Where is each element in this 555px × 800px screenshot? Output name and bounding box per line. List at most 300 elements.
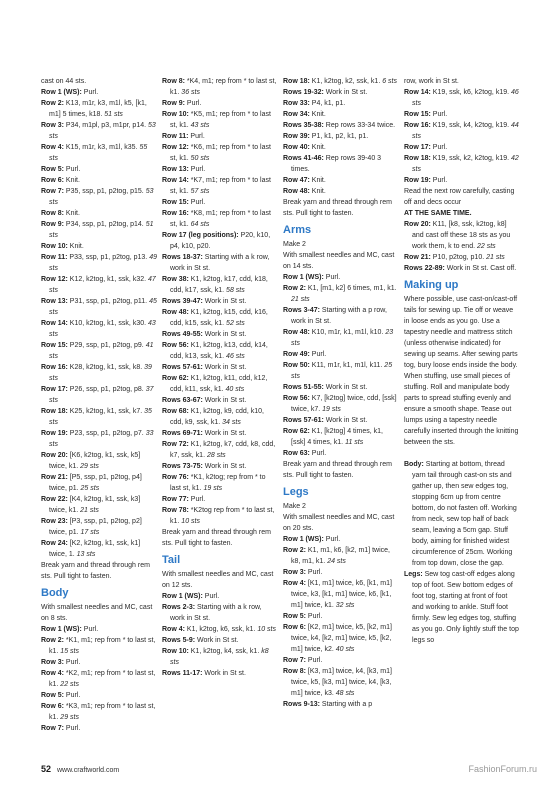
row-text: P20, k10, p4, k10, p20.	[170, 232, 271, 250]
row-label: Row 56:	[162, 342, 189, 349]
row-label: Row 1 (WS):	[162, 593, 203, 600]
stitch-count: 25 sts	[80, 485, 100, 492]
row-label: Row 48:	[283, 329, 310, 336]
instruction-row	[162, 395, 278, 406]
instruction-row	[41, 274, 157, 296]
row-label: Row 15:	[41, 342, 68, 349]
instruction-row	[283, 305, 399, 327]
instruction-row	[162, 624, 278, 635]
row-label: Row 3:	[41, 122, 64, 129]
stitch-count: 50 sts	[190, 155, 210, 162]
stitch-count: 46 sts	[412, 89, 519, 107]
row-text: [K2, k2tog, k1, ssk, k1] twice, 1.	[49, 540, 141, 558]
instruction-row	[283, 699, 399, 710]
paragraph: Break yarn and thread through rem sts. Pull tight to fasten.	[283, 199, 392, 217]
stitch-count: 51 sts	[49, 221, 154, 239]
column-4	[404, 76, 520, 646]
instruction-row	[41, 624, 157, 635]
section-heading: Legs	[283, 486, 309, 498]
column-1	[41, 76, 157, 734]
row-text: Work in St st.	[202, 364, 247, 371]
instruction-row	[41, 657, 157, 668]
row-label: Row 24:	[41, 540, 68, 547]
row-label: Rows 3-47:	[283, 307, 320, 314]
row-label: Row 7:	[41, 725, 64, 732]
row-label: Row 5:	[41, 166, 64, 173]
instruction-row	[283, 567, 399, 578]
row-text: Purl.	[188, 199, 206, 206]
row-text: Work in St st.	[195, 637, 239, 644]
instruction-row	[283, 131, 399, 142]
row-label: Row 39:	[283, 133, 310, 140]
instruction-row	[283, 272, 399, 283]
instruction-row	[41, 87, 157, 98]
row-text: Purl.	[309, 351, 327, 358]
row-text: K19, ssk, k4, k2tog, k19.	[430, 122, 510, 129]
stitch-count: 51 sts	[104, 111, 123, 118]
stitch-count: 49 sts	[49, 254, 157, 272]
column-2	[162, 76, 278, 679]
instruction-row	[162, 505, 278, 527]
instruction-row	[162, 494, 278, 505]
instruction-row	[162, 461, 278, 472]
row-label: Row 1 (WS):	[283, 536, 324, 543]
instruction-row	[162, 296, 278, 307]
row-text: [P5, ssp, p1, p2tog, p4] twice, p1.	[49, 474, 142, 492]
stitch-count: 39 sts	[49, 364, 152, 382]
row-label: Rows 73-75:	[162, 463, 203, 470]
row-text: K10, k2tog, k1, ssk, k30.	[67, 320, 147, 327]
instruction-row	[162, 406, 278, 428]
instruction-row	[41, 252, 157, 274]
stitch-count: 47 sts	[49, 276, 156, 294]
row-label: Row 5:	[283, 613, 306, 620]
instruction-row	[41, 472, 157, 494]
instruction-row	[41, 98, 157, 120]
row-text: Purl.	[81, 89, 99, 96]
instruction-row	[41, 538, 157, 560]
row-label: Row 2:	[41, 637, 64, 644]
row-text: K28, k2tog, k1, ssk, k8.	[67, 364, 143, 371]
stitch-count: 36 sts	[181, 89, 200, 96]
row-text: Purl.	[323, 274, 341, 281]
row-label: Rows 35-38:	[283, 122, 324, 129]
section-heading: Body	[41, 587, 69, 599]
paragraph: With smallest needles and MC, cast on 14 sts.	[283, 252, 395, 270]
row-text: Starting with a k row, work in St st.	[170, 254, 270, 272]
paragraph: Make 2	[283, 241, 306, 248]
row-label: Row 49:	[283, 351, 310, 358]
row-label: Row 12:	[162, 144, 189, 151]
instruction-row	[162, 591, 278, 602]
row-text: P34, m1pl, p3, m1pr, p14.	[63, 122, 147, 129]
instruction-row	[162, 329, 278, 340]
row-label: Row 19:	[404, 177, 431, 184]
instruction-row	[162, 362, 278, 373]
row-label: Row 48:	[283, 188, 310, 195]
row-label: Row 38:	[162, 276, 189, 283]
instruction-row	[162, 668, 278, 679]
row-label: Row 21:	[404, 254, 431, 261]
row-label: Row 20:	[404, 221, 431, 228]
stitch-count: 34 sts	[222, 419, 241, 426]
stitch-count: 43 sts	[190, 122, 210, 129]
row-label: Row 18:	[283, 78, 310, 85]
instruction-row	[404, 219, 520, 252]
row-text: Purl.	[430, 144, 448, 151]
row-text: *K8, m1; rep from * to last st, k1.	[170, 210, 271, 228]
row-text: Rep rows 33-34 twice.	[323, 122, 396, 129]
stitch-count: 57 sts	[190, 188, 210, 195]
row-text: P35, ssp, p1, p2tog, p15.	[63, 188, 144, 195]
instruction-row	[283, 415, 399, 426]
stitch-count: 22 sts	[476, 243, 496, 250]
row-label: Rows 19-32:	[283, 89, 324, 96]
stitch-count: 53 sts	[49, 188, 154, 206]
instruction-row	[162, 252, 278, 274]
instruction-row	[162, 76, 278, 98]
instruction-row	[41, 494, 157, 516]
row-label: Row 7:	[283, 657, 306, 664]
stitch-count: 19 sts	[322, 406, 341, 413]
row-label: Row 23:	[41, 518, 68, 525]
row-text: [K6, k2tog, k1, ssk, k5] twice, k1.	[49, 452, 141, 470]
row-label: Legs:	[404, 571, 423, 578]
row-label: Row 33:	[283, 100, 310, 107]
paragraph: Break yarn and thread through rem sts. Pull tight to fasten.	[41, 562, 150, 580]
row-label: Row 14:	[404, 89, 431, 96]
row-label: Row 1 (WS):	[41, 89, 82, 96]
row-label: Row 17:	[41, 386, 68, 393]
row-text: Knit.	[309, 111, 326, 118]
row-label: Row 14:	[162, 177, 189, 184]
instruction-row	[404, 569, 520, 646]
row-label: Row 62:	[162, 375, 189, 382]
row-text: K1, m1, k6, [k2, m1] twice, k8, m1, k1.	[291, 547, 390, 565]
row-text: Purl.	[63, 725, 81, 732]
instruction-row	[283, 87, 399, 98]
row-text: Purl.	[184, 100, 202, 107]
row-text: P29, ssp, p1, p2tog, p9.	[67, 342, 144, 349]
row-label: Row 16:	[404, 122, 431, 129]
row-label: Row 6:	[41, 177, 64, 184]
watermark: FashionForum.ru	[468, 764, 537, 774]
row-label: Body:	[404, 461, 424, 468]
stitch-count: 37 sts	[49, 386, 154, 404]
row-text: K1, k2tog, k15, cdd, k16, cdd, k15, ssk, k1.	[170, 309, 268, 327]
instruction-row	[162, 164, 278, 175]
row-text: K25, k2tog, k1, ssk, k7.	[67, 408, 143, 415]
row-text: K1, k2tog, k2, ssk, k1.	[309, 78, 381, 85]
row-label: Row 76:	[162, 474, 189, 481]
row-text: Work in St st.	[202, 397, 247, 404]
row-label: Row 15:	[404, 111, 431, 118]
row-label: Row 20:	[41, 452, 68, 459]
paragraph: Where possible, use cast-on/cast-off tails for sewing up. Tie off or weave in loose ends as you go. Use a tapestry needle and mattress stitch (unless otherwise indicated) for sewing up seams. After sewing parts tog, bury loose ends inside the body. When stuffing, use small pieces of stuffing. Roll and manipulate body parts to spread stuffing evenly and ensure a smooth shape. Tease out lumps using a tapestry needle carefully inserted through the knitting between the sts.	[404, 296, 519, 446]
row-label: Rows 51-55:	[283, 384, 324, 391]
row-text: P34, ssp, p1, p2tog, p14.	[63, 221, 144, 228]
stitch-count: 29 sts	[60, 714, 79, 721]
row-text: Work in St st.	[202, 670, 246, 677]
row-label: Row 15:	[162, 199, 189, 206]
instruction-row	[283, 142, 399, 153]
row-text: Knit.	[309, 188, 326, 195]
row-label: Row 47:	[283, 177, 310, 184]
row-label: Rows 41-46:	[283, 155, 324, 162]
row-text: Purl.	[305, 569, 323, 576]
page-number: 52	[41, 764, 52, 774]
row-text: Work in St st.	[202, 298, 247, 305]
paragraph: Make 2	[283, 503, 306, 510]
row-text: *K2, m1; rep from * to last st, k1.	[49, 670, 156, 688]
instruction-row	[283, 622, 399, 655]
instruction-row	[283, 175, 399, 186]
instruction-row	[404, 175, 520, 186]
instruction-row	[162, 208, 278, 230]
paragraph: With smallest needles and MC, cast on 20 sts.	[283, 514, 395, 532]
instruction-row	[41, 362, 157, 384]
paragraph: Break yarn and thread through rem sts. Pull tight to fasten.	[162, 529, 271, 547]
row-text: Purl.	[63, 692, 81, 699]
row-label: Row 63:	[283, 450, 310, 457]
section-heading: Tail	[162, 554, 181, 566]
instruction-row	[162, 142, 278, 164]
section-heading: Arms	[283, 224, 312, 236]
stitch-count: 10 sts	[181, 518, 200, 525]
row-text: Knit.	[309, 144, 326, 151]
instruction-row	[283, 448, 399, 459]
row-label: Row 3:	[41, 659, 64, 666]
row-text: Starting with a p row, work in St st.	[291, 307, 387, 325]
row-text: Work in St st.	[323, 417, 368, 424]
row-text: *K1, m1; rep from * to last st, k1.	[49, 637, 156, 655]
stitch-count: 24 sts	[327, 558, 346, 565]
row-label: Row 68:	[162, 408, 189, 415]
row-label: Row 9:	[162, 100, 185, 107]
stitch-count: 29 sts	[80, 463, 99, 470]
paragraph	[404, 208, 520, 219]
stitch-count: 13 sts	[76, 551, 96, 558]
row-text: Rep rows 39-40 3 times.	[291, 155, 382, 173]
paragraph: With smallest needles and MC, cast on 12 sts.	[162, 571, 274, 589]
row-text: K1, k2tog, k13, cdd, k14, cdd, k13, ssk, k1.	[170, 342, 268, 360]
instruction-row	[283, 120, 399, 131]
row-text: K19, ssk, k6, k2tog, k19.	[430, 89, 510, 96]
row-text: [K4, k2tog, k1, ssk, k3] twice, k1.	[49, 496, 141, 514]
row-label: Row 1 (WS):	[41, 626, 82, 633]
stitch-count: 35 sts	[49, 408, 152, 426]
row-text: *K3, m1; rep from * to last st, k1.	[49, 703, 156, 721]
row-text: Purl.	[430, 111, 448, 118]
row-label: Row 5:	[41, 692, 64, 699]
row-label: Row 8:	[162, 78, 185, 85]
instruction-row	[404, 109, 520, 120]
row-text: Starting at bottom, thread yarn tail through cast-on sts and gather up, then sew edges tog, stopping 6cm up from centre bottom, do not fasten off. Working from neck, sew top half of back seam, leaving a 5cm gap. Stuff body, aiming for finished widest circumference of 25cm. Working from top down, close the gap.	[412, 461, 517, 567]
instruction-row	[283, 393, 399, 415]
instruction-row	[404, 263, 520, 274]
instruction-row	[283, 349, 399, 360]
row-text: K10, m1r, k1, m1l, k10.	[309, 329, 384, 336]
row-label: Row 50:	[283, 362, 310, 369]
row-label: Row 2:	[41, 100, 64, 107]
row-label: Row 17 (leg positions):	[162, 232, 239, 239]
instruction-row	[283, 655, 399, 666]
row-text: Purl.	[430, 177, 448, 184]
instruction-row	[162, 635, 278, 646]
row-label: Row 7:	[41, 188, 64, 195]
row-text: Purl.	[202, 593, 220, 600]
row-label: Row 40:	[283, 144, 310, 151]
instruction-row	[404, 459, 520, 569]
instruction-row	[162, 131, 278, 142]
stitch-count: 32 sts	[335, 602, 355, 609]
instruction-row	[162, 109, 278, 131]
emphasis-text: AT THE SAME TIME.	[404, 210, 472, 217]
stitch-count: 55 sts	[49, 144, 148, 162]
paragraph: With smallest needles and MC, cast on 8 sts.	[41, 604, 153, 622]
row-text: Purl.	[188, 496, 206, 503]
instruction-row	[162, 373, 278, 395]
row-text: Work in St st.	[202, 331, 247, 338]
instruction-row	[283, 186, 399, 197]
row-label: Rows 2-3:	[162, 604, 196, 611]
stitch-count: 40 sts	[335, 646, 355, 653]
instruction-row	[162, 428, 278, 439]
stitch-count: 21 sts	[80, 507, 99, 514]
stitch-count: 6 sts	[382, 78, 398, 85]
row-text: K1, [k2tog] 4 times, k1, [ssk] 4 times, k1.	[291, 428, 383, 446]
row-text: *K2tog rep from * to last st, k1.	[170, 507, 275, 525]
instruction-row	[162, 472, 278, 494]
section-heading: Making up	[404, 279, 459, 291]
instruction-row	[41, 516, 157, 538]
row-text: K1, k2tog, k6, ssk, k1.	[184, 626, 256, 633]
row-label: Row 6:	[41, 703, 64, 710]
instruction-row	[283, 578, 399, 611]
row-label: Row 4:	[41, 670, 64, 677]
row-text: *K4, m1; rep from * to last st, k1.	[170, 78, 277, 96]
row-text: *K5, m1; rep from * to last st, k1.	[170, 111, 271, 129]
paragraph: Read the next row carefully, casting off and decs occur	[404, 188, 515, 206]
instruction-row	[283, 109, 399, 120]
instruction-row	[162, 602, 278, 624]
instruction-row	[162, 98, 278, 109]
row-text: K1, k2tog, k4, ssk, k1.	[188, 648, 260, 655]
row-text: *K1, k2tog; rep from * to last st, k1.	[170, 474, 266, 492]
row-text: Sew tog cast-off edges along top of foot. Sew bottom edges of foot tog, starting at front of foot and working to ankle. Stuff foot firmly. Sew leg edges tog, stuffing as you go. Only lightly stuff the top legs so	[412, 571, 519, 644]
instruction-row	[41, 428, 157, 450]
row-text: K12, k2tog, k1, ssk, k32.	[67, 276, 147, 283]
instruction-row	[404, 252, 520, 263]
row-text: P23, ssp, p1, p2tog, p7.	[67, 430, 144, 437]
instruction-row	[404, 120, 520, 142]
instruction-row	[283, 426, 399, 448]
row-text: *K6, m1; rep from * to last st, k1.	[170, 144, 271, 162]
row-text: Starting with a k row, work in St st.	[170, 604, 262, 622]
stitch-count: k8 sts	[170, 648, 269, 666]
instruction-row	[41, 296, 157, 318]
stitch-count: 64 sts	[190, 221, 210, 228]
paragraph	[404, 448, 520, 459]
row-text: Purl.	[309, 450, 327, 457]
stitch-count: 48 sts	[335, 690, 355, 697]
stitch-count: 23 sts	[291, 329, 394, 347]
row-text: Work in St st.	[202, 463, 247, 470]
instruction-row	[41, 175, 157, 186]
row-text: Purl.	[305, 613, 323, 620]
row-label: Row 34:	[283, 111, 310, 118]
stitch-count: 33 sts	[49, 430, 154, 448]
row-text: [K3, m1] twice, k4, [k3, m1] twice, k5, [k3, m1] twice, k4, [k3, m1] twice, k3.	[291, 668, 392, 697]
stitch-count: 46 sts	[226, 353, 245, 360]
row-label: Row 10:	[162, 648, 189, 655]
instruction-row	[283, 611, 399, 622]
row-label: Rows 49-55:	[162, 331, 203, 338]
instruction-row	[41, 219, 157, 241]
instruction-row	[41, 690, 157, 701]
row-text: Knit.	[63, 210, 80, 217]
row-text: K1, k2tog, k9, cdd, k10, cdd, k9, ssk, k1.	[170, 408, 264, 426]
paragraph: cast on 44 sts.	[41, 78, 87, 85]
row-text: Purl.	[188, 133, 205, 140]
row-text: Starting with a p	[319, 701, 373, 708]
row-label: Row 10:	[41, 243, 68, 250]
row-label: Row 62:	[283, 428, 310, 435]
instruction-row	[162, 175, 278, 197]
row-label: Row 16:	[41, 364, 68, 371]
row-label: Rows 5-9:	[162, 637, 196, 644]
row-label: Row 2:	[283, 285, 306, 292]
row-text: Purl.	[323, 536, 341, 543]
row-text: Purl.	[305, 657, 323, 664]
row-label: Row 8:	[283, 668, 306, 675]
instruction-row	[283, 360, 399, 382]
row-text: Work in St st. Cast off.	[444, 265, 517, 272]
row-label: Row 18:	[41, 408, 68, 415]
row-label: Row 11:	[162, 133, 189, 140]
row-text: Knit.	[67, 243, 84, 250]
stitch-count: 19 sts	[203, 485, 223, 492]
instruction-row	[283, 382, 399, 393]
row-text: [P3, ssp, p1, p2tog, p2] twice, p1.	[49, 518, 142, 536]
instruction-row	[41, 120, 157, 142]
instruction-row	[41, 450, 157, 472]
instruction-row	[162, 439, 278, 461]
row-text: Purl.	[81, 626, 99, 633]
instruction-row	[283, 98, 399, 109]
stitch-count: 22 sts	[60, 681, 79, 688]
instruction-row	[41, 723, 157, 734]
instruction-row	[41, 384, 157, 406]
row-text: P31, ssp, p1, p2tog, p11.	[67, 298, 148, 305]
row-text: P26, ssp, p1, p2tog, p8.	[67, 386, 144, 393]
row-label: Rows 63-67:	[162, 397, 203, 404]
stitch-count: 28 sts	[206, 452, 226, 459]
row-text: K19, ssk, k2, k2tog, k19.	[430, 155, 510, 162]
row-text: K7, [k2tog] twice, cdd, [ssk] twice, k7.	[291, 395, 397, 413]
row-label: Row 13:	[162, 166, 189, 173]
row-label: Row 14:	[41, 320, 68, 327]
row-text: K1, [m1, k2] 6 times, m1, k1.	[305, 285, 397, 292]
row-label: Row 6:	[283, 624, 306, 631]
row-label: Row 72:	[162, 441, 189, 448]
row-label: Row 77:	[162, 496, 189, 503]
stitch-count: 53 sts	[49, 122, 156, 140]
row-text: P4, k1, p1.	[309, 100, 346, 107]
stitch-count: 43 sts	[49, 320, 156, 338]
stitch-count: 58 sts	[226, 287, 245, 294]
stitch-count: 21 sts	[486, 254, 505, 261]
